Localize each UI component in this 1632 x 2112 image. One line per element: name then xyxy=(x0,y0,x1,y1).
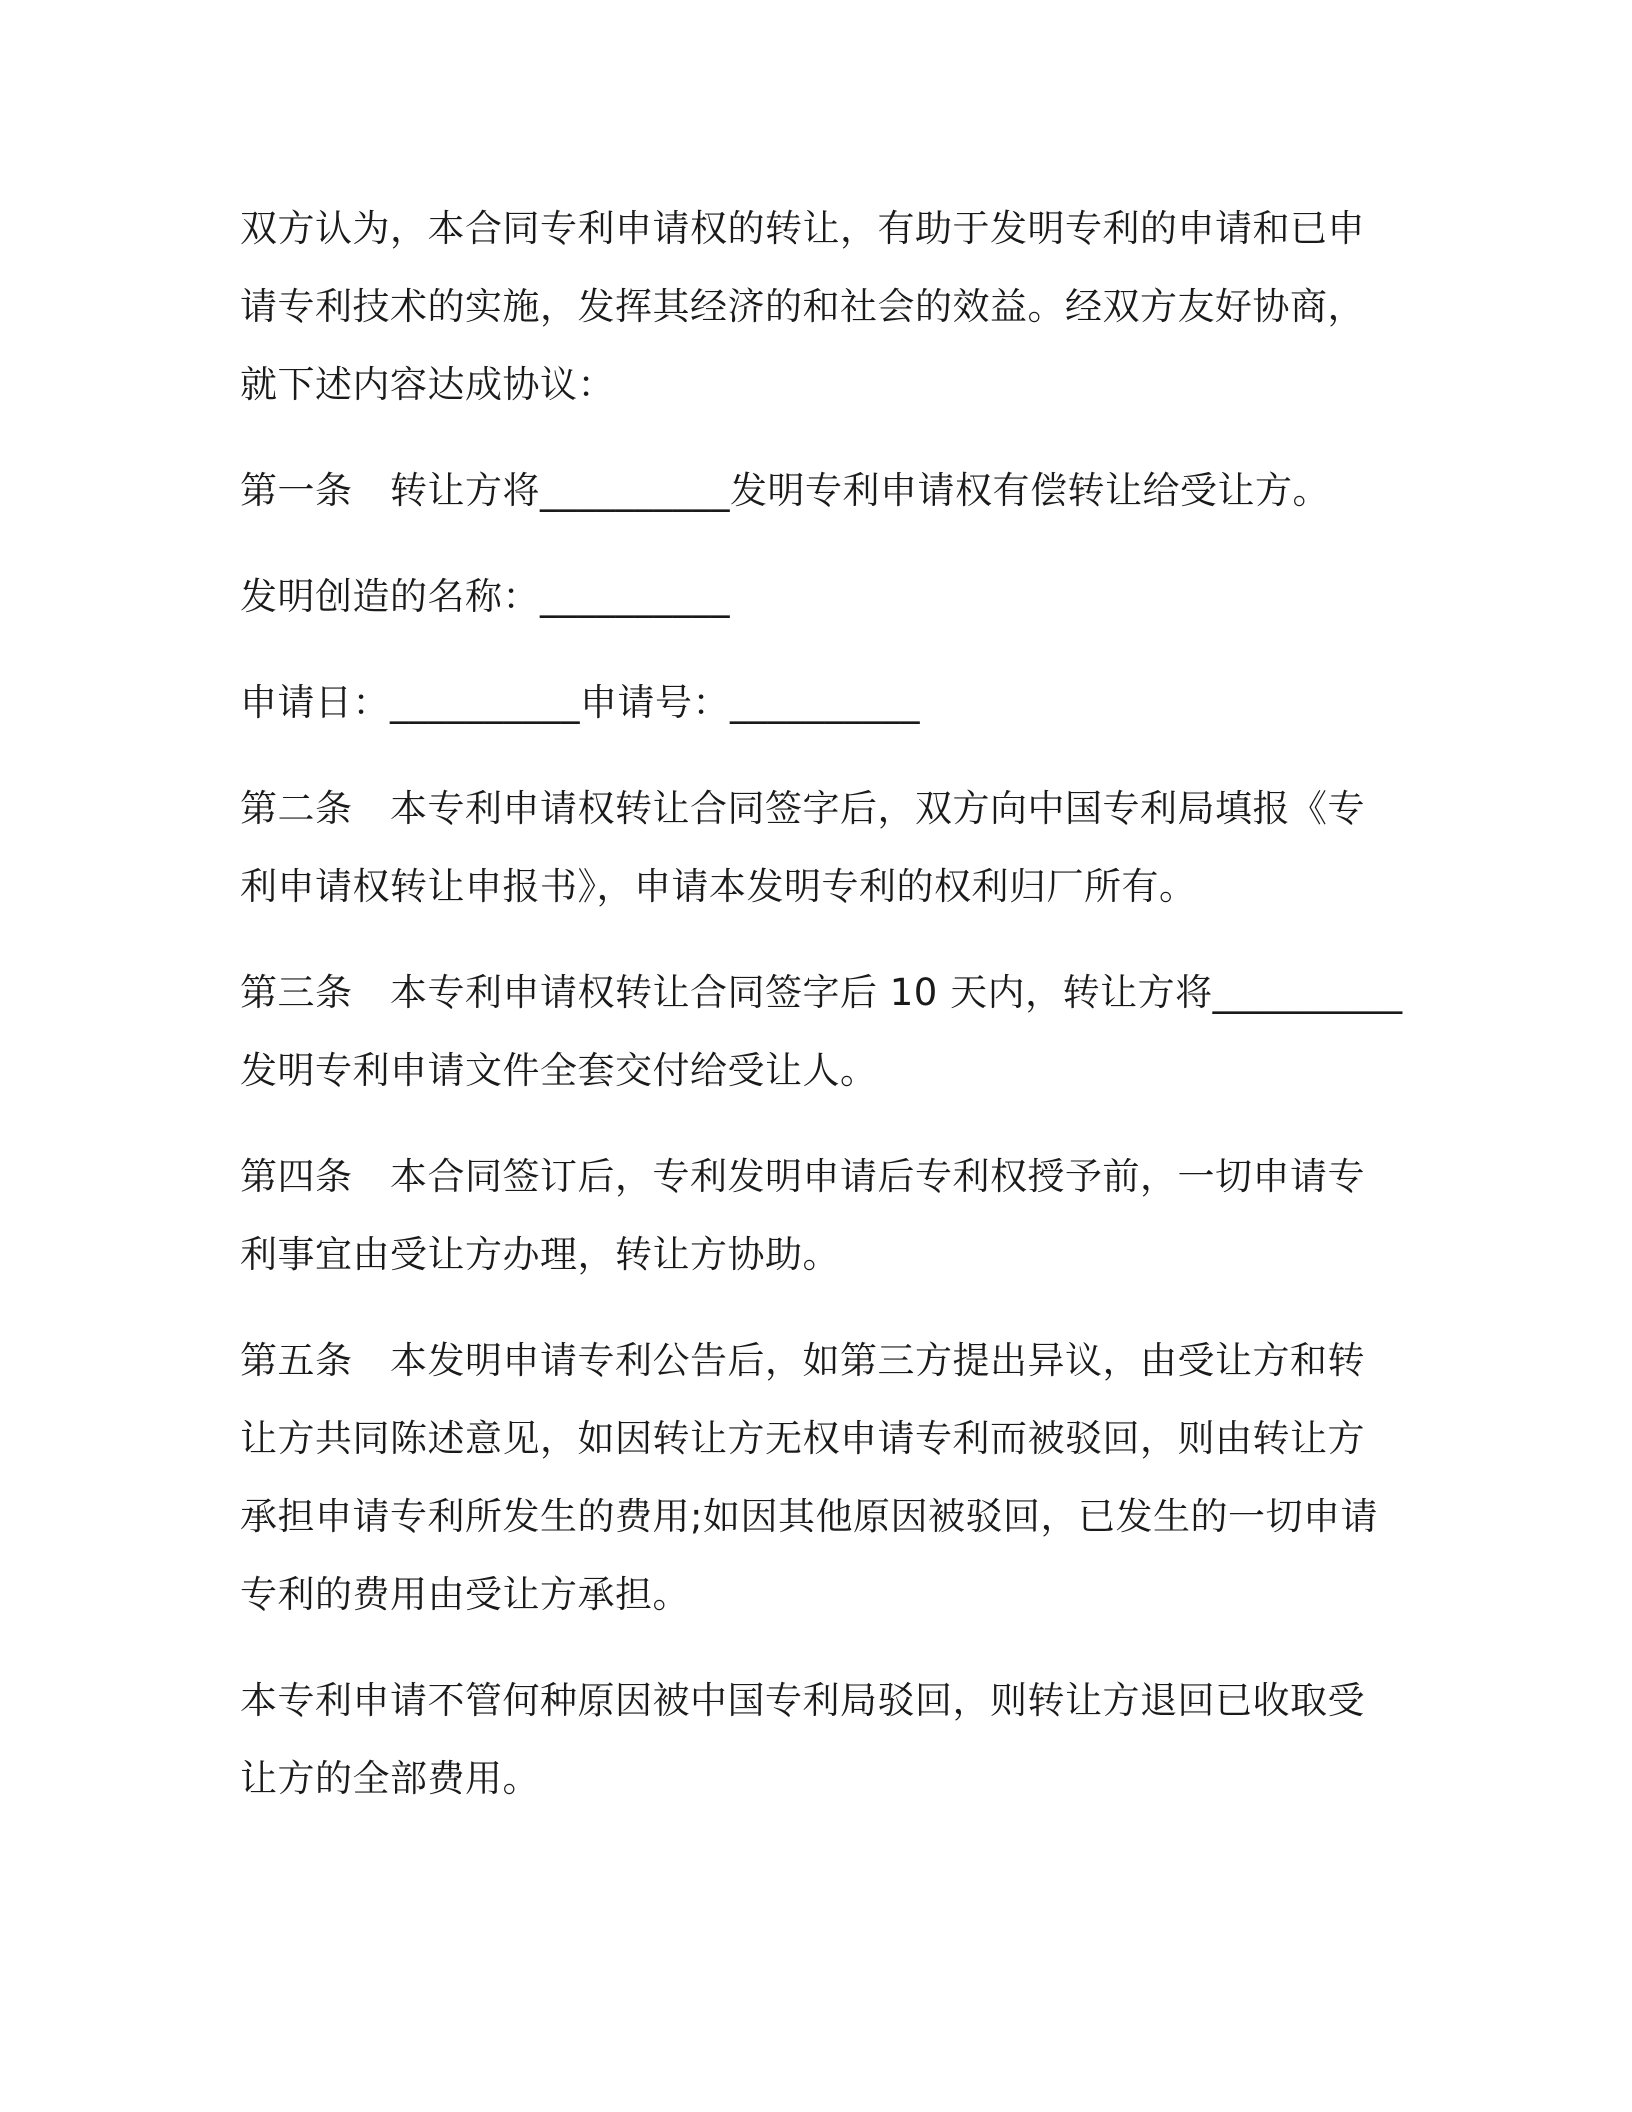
text-line: 利事宜由受让方办理，转让方协助。 xyxy=(240,1233,840,1276)
invention-name-field xyxy=(240,558,1390,636)
text-line: 申请日：__________申请号：__________ xyxy=(240,681,920,724)
paragraph-preamble xyxy=(240,190,1390,424)
text-line: 第四条 本合同签订后，专利发明申请后专利权授予前，一切申请专 xyxy=(240,1155,1365,1198)
text-line: 双方认为，本合同专利申请权的转让，有助于发明专利的申请和已申 xyxy=(240,207,1365,250)
text-line: 第一条 转让方将__________发明专利申请权有偿转让给受让方。 xyxy=(240,469,1330,512)
text-line: 第三条 本专利申请权转让合同签字后 10 天内，转让方将__________ xyxy=(240,971,1403,1014)
text-line: 发明创造的名称：__________ xyxy=(240,575,730,618)
article-3 xyxy=(240,954,1403,1110)
article-4 xyxy=(240,1138,1390,1294)
document-page xyxy=(240,190,1403,1846)
text-line: 承担申请专利所发生的费用;如因其他原因被驳回，已发生的一切申请 xyxy=(240,1495,1378,1538)
text-line: 第二条 本专利申请权转让合同签字后，双方向中国专利局填报《专 xyxy=(240,787,1365,830)
text-line: 发明专利申请文件全套交付给受让人。 xyxy=(240,1049,878,1092)
text-line: 请专利技术的实施，发挥其经济的和社会的效益。经双方友好协商， xyxy=(240,285,1365,328)
text-line: 第五条 本发明申请专利公告后，如第三方提出异议，由受让方和转 xyxy=(240,1339,1365,1382)
text-line: 专利的费用由受让方承担。 xyxy=(240,1573,690,1616)
article-2 xyxy=(240,770,1390,926)
application-date-number-field xyxy=(240,664,1390,742)
text-line: 让方的全部费用。 xyxy=(240,1757,540,1800)
refund-clause xyxy=(240,1662,1390,1818)
text-line: 就下述内容达成协议： xyxy=(240,363,615,406)
article-1 xyxy=(240,452,1390,530)
text-line: 利申请权转让申报书》，申请本发明专利的权利归厂所有。 xyxy=(240,865,1197,908)
article-5 xyxy=(240,1322,1390,1634)
text-line: 本专利申请不管何种原因被中国专利局驳回，则转让方退回已收取受 xyxy=(240,1679,1365,1722)
text-line: 让方共同陈述意见，如因转让方无权申请专利而被驳回，则由转让方 xyxy=(240,1417,1365,1460)
